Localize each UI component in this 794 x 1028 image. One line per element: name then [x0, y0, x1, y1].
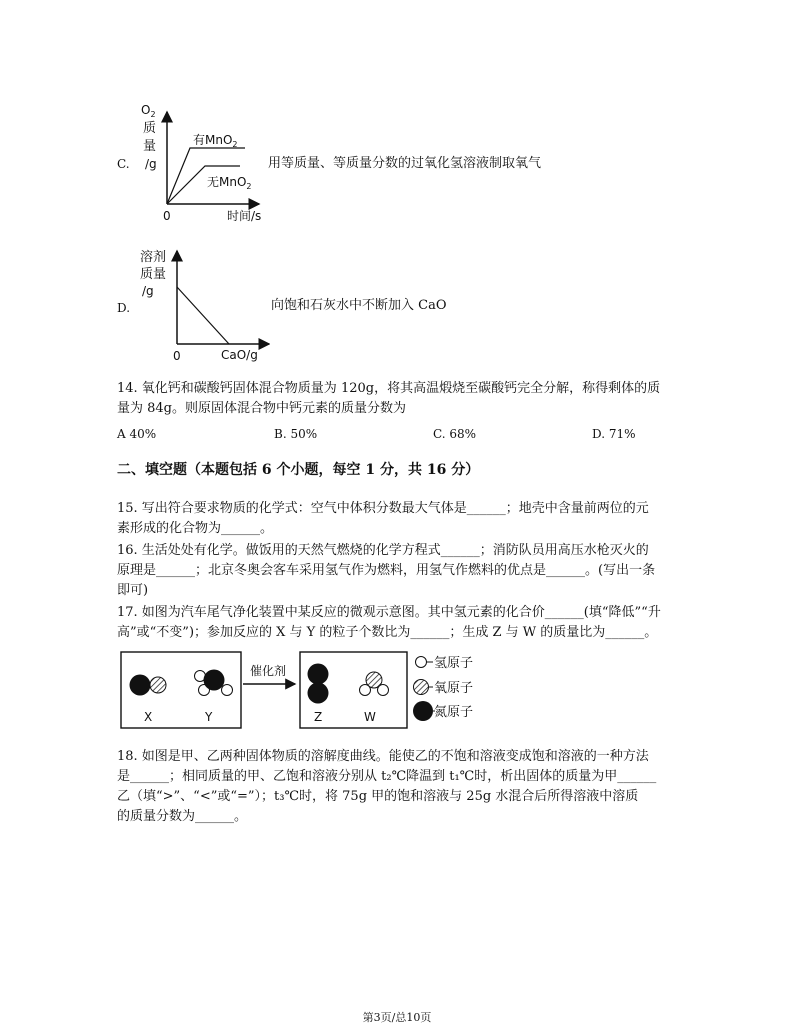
q14-option-d: D. 71%	[592, 427, 636, 441]
y-label-unit: /g	[145, 157, 157, 171]
q16-line-2: 原理是______；北京冬奥会客车采用氢气作为燃料，用氢气作燃料的优点是______。(写出一条	[117, 563, 656, 578]
q17-line-1: 17. 如图为汽车尾气净化装置中某反应的微观示意图。其中氢元素的化合价______(填“降低”“升	[117, 605, 661, 620]
y-hydrogen-atom	[222, 685, 233, 696]
z-nitrogen-atom	[308, 683, 329, 704]
label-z: Z	[314, 710, 323, 724]
y-label-liang: 量	[143, 139, 157, 154]
option-d-description: 向饱和石灰水中不断加入 CaO	[271, 298, 447, 313]
q16-line-3: 即可)	[117, 583, 149, 598]
y-label-rongji: 溶剂	[140, 250, 167, 265]
q14-option-b: B. 50%	[274, 427, 318, 441]
y-nitrogen-atom	[204, 670, 225, 691]
q15-line-1: 15. 写出符合要求物质的化学式：空气中体积分数最大气体是______；地壳中含量前两位的元	[117, 501, 649, 516]
y-label-zhiliang: 质量	[140, 267, 167, 282]
x-label-cao: CaO/g	[221, 348, 258, 362]
x-oxygen-atom	[150, 677, 166, 693]
q15-line-2: 素形成的化合物为______。	[117, 521, 274, 536]
x-label-time: 时间/s	[227, 209, 262, 223]
label-y: Y	[205, 710, 213, 724]
legend-hydrogen-icon	[416, 657, 427, 668]
graph-solvent-mass-vs-cao	[135, 245, 270, 367]
q18-line-1: 18. 如图是甲、乙两种固体物质的溶解度曲线。能使乙的不饱和溶液变成饱和溶液的一种方法	[117, 749, 649, 764]
y-label-o2: $O_2$	[141, 103, 156, 119]
q14-line-1: 14. 氧化钙和碳酸钙固体混合物质量为 120g，将其高温煅烧至碳酸钙完全分解，称得剩体的质	[117, 381, 661, 396]
page-number-footer: 第3页/总10页	[362, 1011, 432, 1024]
section-2-title: 二、填空题（本题包括 6 个小题，每空 1 分，共 16 分）	[117, 462, 480, 478]
legend-oxygen-label: 氧原子	[434, 681, 474, 696]
legend-nitrogen-label: 氮原子	[434, 705, 474, 720]
legend-hydrogen-label: 氢原子	[434, 656, 474, 671]
x-nitrogen-atom	[130, 675, 151, 696]
q14-option-c: C. 68%	[433, 427, 477, 441]
q18-line-2: 是______；相同质量的甲、乙饱和溶液分别从 t₂℃降温到 t₁℃时，析出固体的质量为甲______	[117, 769, 657, 784]
curve-solvent-decreasing	[177, 287, 229, 344]
origin-label: 0	[163, 209, 171, 223]
q18-line-4: 的质量分数为______。	[117, 809, 248, 824]
catalyst-label: 催化剂	[250, 664, 287, 678]
legend-oxygen-icon	[414, 680, 429, 695]
w-hydrogen-atom	[378, 685, 389, 696]
label-without-mno2: 无MnO$_2$	[207, 175, 252, 191]
label-w: W	[364, 710, 376, 724]
q14-line-2: 量为 84g。则原固体混合物中钙元素的质量分数为	[117, 401, 406, 416]
label-with-mno2: 有MnO$_2$	[193, 133, 238, 149]
graph-o2-mass-vs-time	[135, 100, 270, 225]
label-x: X	[144, 710, 153, 724]
legend-nitrogen-icon	[413, 701, 433, 721]
y-label-zhi: 质	[143, 121, 157, 136]
option-c-description: 用等质量、等质量分数的过氧化氢溶液制取氧气	[268, 156, 542, 171]
w-hydrogen-atom	[360, 685, 371, 696]
origin-label: 0	[173, 349, 181, 363]
reaction-microscopic-diagram	[117, 647, 497, 732]
q16-line-1: 16. 生活处处有化学。做饭用的天然气燃烧的化学方程式______；消防队员用高压水枪灭火的	[117, 543, 649, 558]
option-d-letter: D.	[117, 301, 131, 315]
y-label-unit: /g	[142, 284, 154, 298]
q18-line-3: 乙（填“>”、“<”或“=”）；t₃℃时，将 75g 甲的饱和溶液与 25g 水混合后所得溶液中溶质	[117, 789, 639, 804]
z-nitrogen-atom	[308, 664, 329, 685]
q17-line-2: 高”或“不变”)；参加反应的 X 与 Y 的粒子个数比为______；生成 Z 与 W 的质量比为______。	[117, 625, 658, 640]
q14-option-a: A 40%	[117, 427, 157, 441]
option-c-letter: C.	[117, 157, 130, 171]
